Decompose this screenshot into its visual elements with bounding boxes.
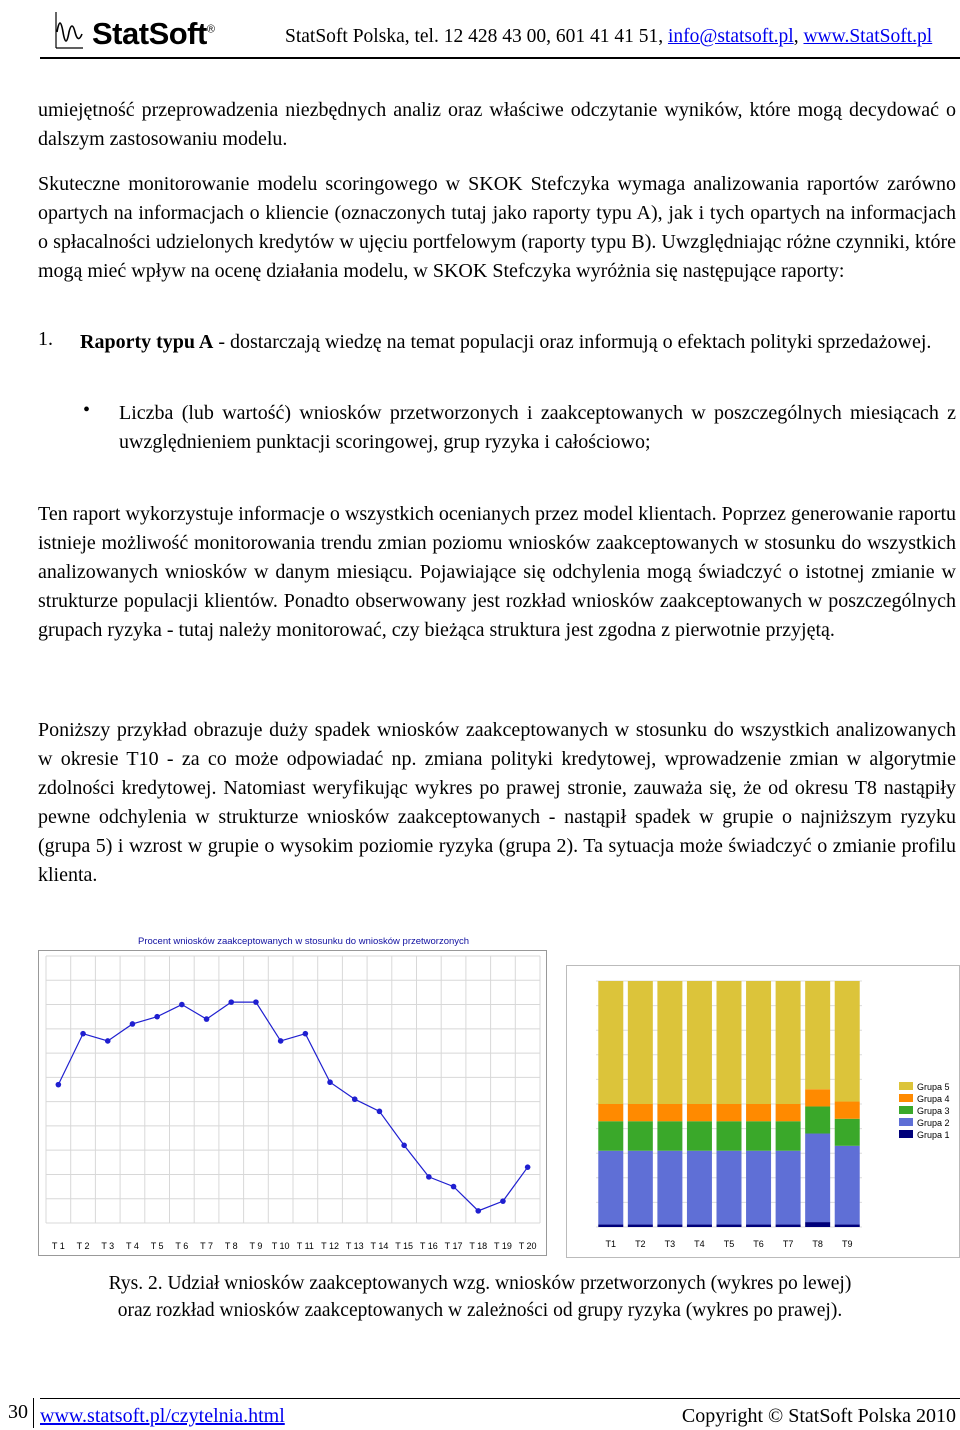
bar-segment (657, 981, 682, 1104)
statsoft-logo: StatSoft® (92, 16, 215, 51)
x-tick-label: T 11 (296, 1241, 314, 1251)
x-tick-label: T 12 (321, 1241, 339, 1251)
bar-segment (776, 981, 801, 1104)
x-tick-label: T1 (605, 1239, 617, 1249)
paragraph-example: Poniższy przykład obrazuje duży spadek wniosków zaakceptowanych w stosunku do wszystkich analizowanych w okresie T10 - za co może odpowiadać np. zmiana polityki kredytowej, wprowadzenie zmian w algorytmie zdolności kredytowej. Natomiast weryfikując wykres po prawej stronie, zauważa się, że od okresu T8 nastąpiły pewne odchylenia w strukturze wniosków zaakceptowanych - nastąpił spadek w grupie o najniższym ryzyku (grupa 5) i wzrost w grupie o wysokim poziomie ryzyka (grupa 2). Ta sytuacja może świadczyć o zmianie profilu klienta. (38, 719, 956, 886)
legend-label: Grupa 1 (917, 1130, 950, 1140)
bar-segment (805, 1089, 830, 1106)
x-tick-label: T 8 (224, 1241, 238, 1251)
header-website-link[interactable]: www.StatSoft.pl (803, 26, 933, 47)
x-tick-label: T 7 (200, 1241, 213, 1251)
bar-segment (805, 1222, 830, 1227)
paragraph-monitoring: Skuteczne monitorowanie modelu scoringowego w SKOK Stefczyka wymaga analizowania raportów zarówno opartych na informacjach o kliencie (oznaczonych tutaj jako raporty typu A), jak i tych opartych na informacjach o spłacalności udzielonych kredytów w ujęciu portfelowym (raporty typu B). Uwzględniając różne czynniki, które mogą mieć wpływ na ocenę działania modelu, w SKOK Stefczyka wyróżnia się następujące raporty: (38, 173, 956, 282)
bar-segment (776, 1121, 801, 1151)
x-tick-label: T 3 (101, 1241, 115, 1251)
bar-segment (628, 1121, 653, 1151)
bar-segment (598, 1121, 623, 1151)
bar-segment (598, 981, 623, 1104)
bar-segment (657, 1151, 682, 1225)
footer-link[interactable]: www.statsoft.pl/czytelnia.html (40, 1405, 285, 1427)
bullet-item-applications: Liczba (lub wartość) wniosków przetworzonych i zaakceptowanych w poszczególnych miesiącach z uwzględnieniem punktacji scoringowej, grup ryzyka i całościowo; (119, 402, 956, 453)
data-point (377, 1109, 383, 1115)
header-rule (40, 57, 960, 59)
x-tick-label: T7 (782, 1239, 794, 1249)
bar-segment (835, 1102, 860, 1119)
bar-segment (687, 1121, 712, 1151)
acceptance-rate-line-chart (38, 928, 548, 1258)
x-tick-label: T6 (753, 1239, 764, 1249)
footer-divider (33, 1398, 34, 1428)
legend-swatch (899, 1094, 913, 1102)
bar-segment (628, 1225, 653, 1227)
bar-segment (805, 1134, 830, 1223)
page-number: 30 (8, 1401, 28, 1423)
bar-segment (598, 1151, 623, 1225)
bar-segment (687, 981, 712, 1104)
bar-segment (746, 1151, 771, 1225)
x-tick-label: T 18 (469, 1241, 488, 1251)
risk-group-stacked-bar-chart (566, 965, 960, 1258)
data-point (500, 1198, 506, 1204)
data-point (80, 1031, 86, 1037)
bar-segment (598, 1104, 623, 1121)
bullet-icon: • (83, 399, 91, 421)
x-tick-label: T 6 (175, 1241, 189, 1251)
bar-segment (687, 1104, 712, 1121)
bar-segment (746, 1225, 771, 1227)
bar-segment (717, 1225, 742, 1227)
x-tick-label: T 1 (51, 1241, 65, 1251)
paragraph-report: Ten raport wykorzystuje informacje o wszystkich ocenianych przez model klientach. Poprzez generowanie raportu istnieje możliwość monitorowania trendu zmian poziomu wniosków zaakceptowanych w stosunku do wszystkich analizowanych wniosków w danym miesiącu. Pojawiające się odchylenia mogą świadczyć o istotnej zmianie w strukturze populacji klientów. Ponadto obserwowany jest rozkład wniosków zaakceptowanych w poszczególnych grupach ryzyka - tutaj należy monitorować, czy bieżąca struktura jest zgodna z pierwotnie przyjętą. (38, 503, 956, 641)
data-point (303, 1031, 309, 1037)
bar-segment (687, 1225, 712, 1227)
x-tick-label: T 17 (444, 1241, 463, 1251)
chart-title: Procent wniosków zaakceptowanych w stosunku do wniosków przetworzonych (138, 936, 470, 947)
x-tick-label: T8 (812, 1239, 823, 1249)
bar-segment (776, 1104, 801, 1121)
bar-segment (657, 1121, 682, 1151)
x-tick-label: T 9 (249, 1241, 263, 1251)
data-point (475, 1208, 481, 1214)
bar-segment (746, 1121, 771, 1151)
bar-segment (805, 1106, 830, 1133)
x-tick-label: T 14 (370, 1241, 389, 1251)
bar-segment (717, 1121, 742, 1151)
bar-segment (776, 1225, 801, 1227)
x-tick-label: T 10 (271, 1241, 290, 1251)
x-tick-label: T 2 (76, 1241, 90, 1251)
header-email-link[interactable]: info@statsoft.pl (667, 26, 794, 47)
bar-segment (628, 1151, 653, 1225)
legend-label: Grupa 2 (917, 1118, 950, 1128)
bar-segment (717, 1151, 742, 1225)
bar-segment (628, 981, 653, 1104)
bar-segment (776, 1151, 801, 1225)
x-tick-label: T 5 (150, 1241, 164, 1251)
bar-segment (717, 1104, 742, 1121)
bar-segment (657, 1104, 682, 1121)
x-tick-label: T5 (723, 1239, 735, 1249)
data-point (105, 1038, 111, 1044)
header-contact: StatSoft Polska, tel. 12 428 43 00, 601 41 41 51, info@statsoft.pl, www.StatSoft.pl (285, 26, 933, 47)
x-tick-label: T 16 (419, 1241, 438, 1251)
statsoft-logo-icon (54, 10, 84, 52)
x-tick-label: T4 (694, 1239, 705, 1249)
data-point (253, 999, 259, 1005)
data-point (525, 1164, 531, 1170)
data-point (426, 1174, 432, 1180)
data-point (154, 1014, 160, 1020)
data-point (179, 1002, 185, 1008)
bar-segment (598, 1225, 623, 1227)
legend-label: Grupa 5 (917, 1082, 950, 1092)
x-tick-label: T 4 (126, 1241, 139, 1251)
bar-segment (835, 1225, 860, 1227)
legend-swatch (899, 1106, 913, 1114)
list-item-reports-a: Raporty typu A - dostarczają wiedzę na temat populacji oraz informują o efektach polityki sprzedażowej. (80, 331, 932, 353)
bar-segment (717, 981, 742, 1104)
figure-caption: Rys. 2. Udział wniosków zaakceptowanych wzg. wniosków przetworzonych (wykres po lewej) oraz rozkład wniosków zaakceptowanych w zależności od grupy ryzyka (wykres po prawej). (108, 1273, 852, 1321)
bar-segment (835, 1119, 860, 1146)
paragraph-intro: umiejętność przeprowadzenia niezbędnych analiz oraz właściwe odczytanie wyników, które mogą decydować o dalszym zastosowaniu modelu. (38, 99, 956, 150)
bar-segment (746, 1104, 771, 1121)
data-point (401, 1143, 407, 1149)
bar-segment (746, 981, 771, 1104)
data-point (278, 1038, 284, 1044)
data-point (204, 1016, 210, 1022)
legend-swatch (899, 1118, 913, 1126)
legend-swatch (899, 1082, 913, 1090)
footer-copyright: Copyright © StatSoft Polska 2010 (681, 1405, 956, 1427)
data-point (228, 999, 234, 1005)
x-tick-label: T 13 (345, 1241, 364, 1251)
bar-segment (687, 1151, 712, 1225)
x-tick-label: T3 (664, 1239, 676, 1249)
data-point (451, 1184, 457, 1190)
data-point (352, 1096, 358, 1102)
data-point (130, 1021, 136, 1027)
list-number: 1. (38, 328, 53, 350)
x-tick-label: T9 (841, 1239, 853, 1249)
x-tick-label: T 20 (518, 1241, 537, 1251)
x-tick-label: T 19 (494, 1241, 512, 1251)
page-header (40, 8, 960, 54)
x-tick-label: T2 (635, 1239, 646, 1249)
legend-swatch (899, 1130, 913, 1138)
x-tick-label: T 15 (395, 1241, 414, 1251)
bar-segment (835, 981, 860, 1102)
bar-segment (835, 1146, 860, 1225)
data-point (327, 1079, 333, 1085)
bar-segment (628, 1104, 653, 1121)
legend-label: Grupa 4 (917, 1094, 950, 1104)
legend-label: Grupa 3 (917, 1106, 950, 1116)
footer-rule (40, 1398, 960, 1399)
bar-segment (805, 981, 830, 1089)
data-point (56, 1082, 62, 1088)
bar-segment (657, 1225, 682, 1227)
